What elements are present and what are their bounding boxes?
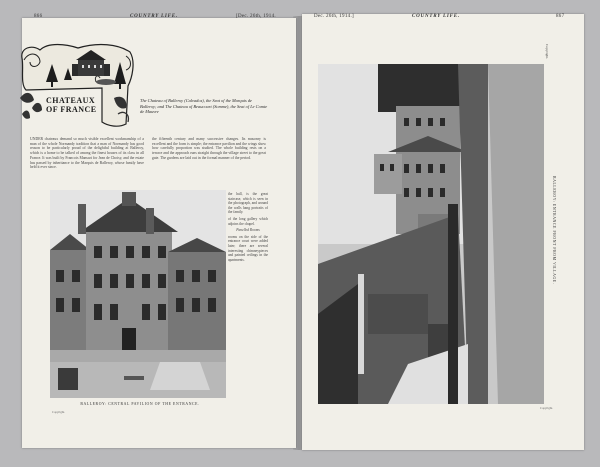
- vertical-copyright-note: Copyright.: [545, 44, 549, 60]
- photo-central-pavilion: [50, 190, 226, 398]
- right-page-number: 867: [556, 14, 565, 19]
- body-column-2-text: the fifteenth century and many successive changes. Its masonry is excellent and the form is simple; the entrance pavilion and the wings show how carefully proportion was studied. The whole building rests on a terrace and the approach runs straight through the village street to the great gate. The gardens are laid out in the formal manner of the period.: [152, 137, 266, 160]
- side-column-paragraph-1: the hall, is the great staircase, which is seen in the photograph, and around the walls hang portraits of the family.: [228, 192, 268, 215]
- feature-title-line-2: OF FRANCE: [46, 105, 97, 114]
- left-date: [Dec. 26th, 1914.: [236, 14, 276, 19]
- right-running-title: COUNTRY LIFE.: [412, 14, 460, 19]
- right-date: Dec. 26th, 1914.]: [314, 14, 354, 19]
- left-page-number: 866: [34, 14, 43, 19]
- chateau-entrance-front-photo: [318, 64, 544, 404]
- side-column-subhead: Panelled Rooms: [236, 228, 260, 233]
- photo-caption-pavilion: BALLEROY: CENTRAL PAVILION OF THE ENTRANCE.: [80, 402, 200, 406]
- side-column-paragraph-2: of the long gallery which adjoins the chapel.: [228, 216, 268, 226]
- feature-title: [46, 96, 97, 114]
- decorative-banner-illustration: [18, 38, 136, 132]
- article-body: [30, 137, 266, 170]
- lead-caption: The Chateau of Balleroy (Calvados), the Seat of the Marquis de Balleroy; and The Chateau of Beaucourt (Somme), the Seat of Le Comte de Mauvre: [140, 98, 268, 115]
- chateau-pavilion-photo: [50, 190, 226, 398]
- vertical-photo-caption: BALLEROY: ENTRANCE FRONT FROM VILLAGE.: [552, 175, 556, 285]
- copyright-credit-left: Copyright.: [52, 410, 65, 414]
- copyright-credit-right: Copyright.: [540, 406, 553, 410]
- body-column-1-text: UNDER chateaux demand so much visible excellent workmanship of a man of the whole Normandy tradition that a man of Normandy has good reason to be particularly proud of the delightful building at Balleroy, which is a home to be talked of among the finest houses of its class in all France. It was built by Francois Mansart for Jean de Choisy, and the estate has passed by inheritance to the Marquis de Balleroy, whose family have held it ever since.: [30, 137, 144, 170]
- right-side-column: [228, 192, 268, 264]
- feature-title-line-1: CHATEAUX: [46, 96, 96, 105]
- side-column-paragraph-3: rooms on the side of the entrance court were added later; there are several interesting chimneypieces and painted ceilings in the apartments.: [228, 234, 268, 262]
- left-running-title: COUNTRY LIFE.: [130, 14, 178, 19]
- photo-entrance-front: [318, 64, 544, 404]
